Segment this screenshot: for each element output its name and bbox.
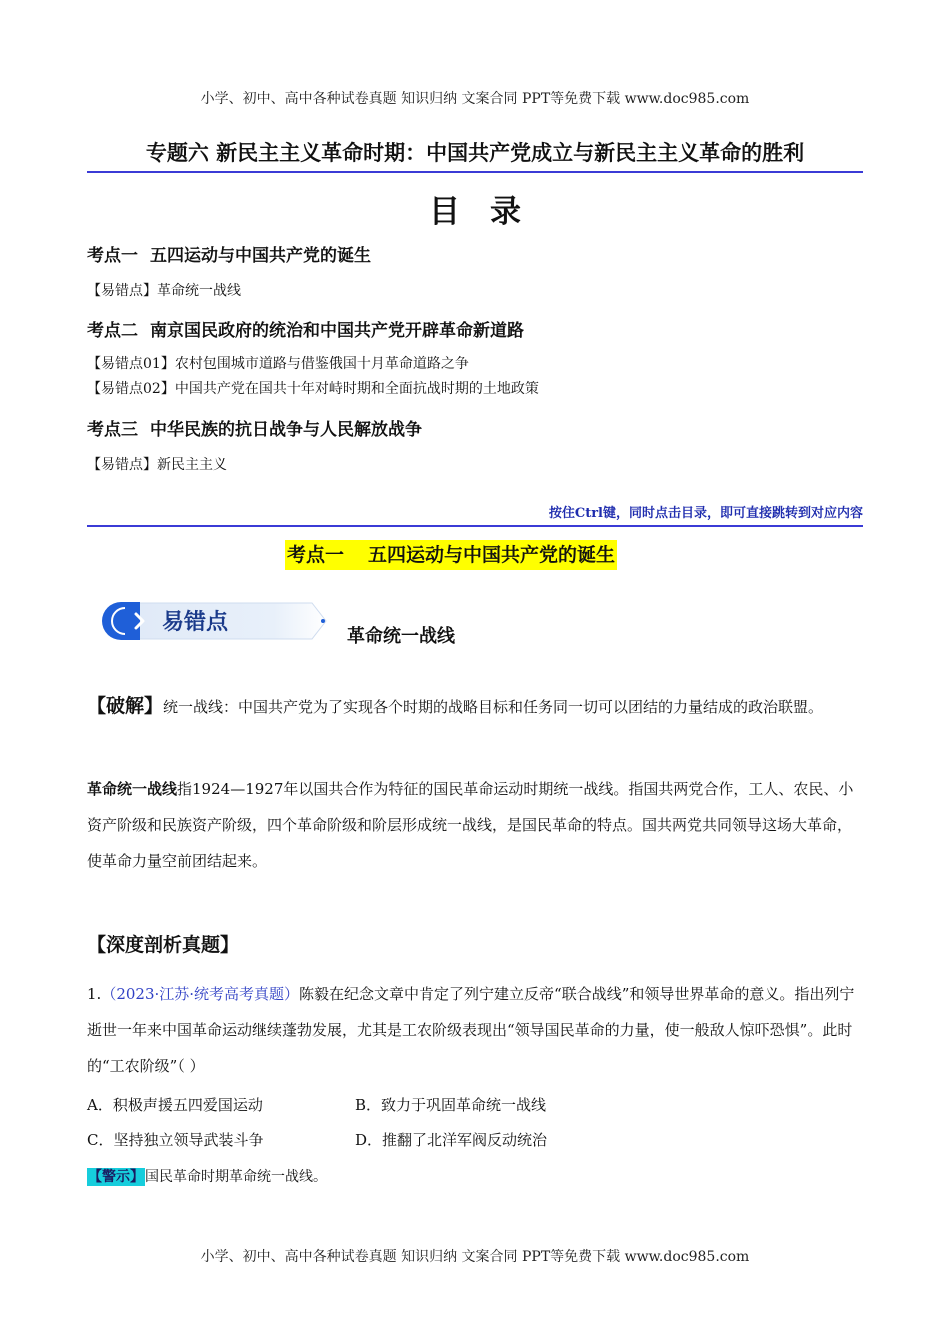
toc-kaodian-2[interactable]	[87, 316, 524, 341]
warning-tag: 【警示】	[88, 1169, 144, 1185]
section-divider	[87, 525, 863, 527]
toc-item[interactable]: 【易错点02】中国共产党在国共十年对峙时期和全面抗战时期的土地政策	[87, 381, 539, 397]
toc-kaodian-3[interactable]	[87, 415, 422, 440]
error-point-badge	[100, 600, 332, 642]
deep-analysis-heading: 【深度剖析真题】	[87, 934, 240, 956]
section-label: 考点一	[287, 544, 345, 566]
toc-kaodian-label: 考点二	[87, 321, 138, 341]
option-b[interactable]: B．致力于巩固革命统一战线	[355, 1096, 547, 1114]
section-name: 五四运动与中国共产党的诞生	[368, 544, 616, 566]
question-stem	[87, 976, 863, 1084]
term-paragraph	[87, 771, 863, 879]
document-title: 专题六 新民主主义革命时期：中国共产党成立与新民主主义革命的胜利	[145, 141, 805, 165]
badge-topic: 革命统一战线	[347, 626, 455, 647]
toc-item[interactable]: 【易错点】新民主主义	[87, 457, 227, 473]
toc-kaodian-label: 考点一	[87, 246, 138, 266]
page-header: 小学、初中、高中各种试卷真题 知识归纳 文案合同 PPT等免费下载 www.doc985.com	[200, 91, 750, 107]
section-title	[285, 540, 617, 570]
question-number: 1.	[87, 985, 102, 1003]
option-d[interactable]: D．推翻了北洋军阀反动统治	[355, 1131, 548, 1149]
toc-kaodian-label: 考点三	[87, 420, 138, 440]
warning-line	[87, 1166, 327, 1186]
question-source: （2023·江苏·统考高考真题）	[101, 985, 300, 1003]
toc-item[interactable]: 【易错点01】农村包围城市道路与借鉴俄国十月革命道路之争	[87, 356, 469, 372]
badge-label: 易错点	[162, 610, 229, 635]
toc-item[interactable]: 【易错点】革命统一战线	[87, 283, 241, 299]
toc-kaodian-name: 南京国民政府的统治和中国共产党开辟革命新道路	[150, 321, 524, 341]
toc-hint: 按住Ctrl键，同时点击目录，即可直接跳转到对应内容	[548, 506, 863, 521]
toc-kaodian-1[interactable]	[87, 241, 371, 266]
toc-kaodian-name: 五四运动与中国共产党的诞生	[150, 246, 371, 266]
option-a[interactable]: A．积极声援五四爱国运动	[87, 1096, 263, 1114]
analysis-text: 统一战线：中国共产党为了实现各个时期的战略目标和任务同一切可以团结的力量结成的政治联盟。	[163, 698, 824, 716]
title-underline	[87, 171, 863, 173]
analysis-paragraph	[87, 688, 863, 725]
toc-kaodian-name: 中华民族的抗日战争与人民解放战争	[150, 420, 422, 440]
toc-heading: 目录	[429, 194, 551, 230]
option-c[interactable]: C．坚持独立领导武装斗争	[87, 1131, 264, 1149]
warning-text: 国民革命时期革命统一战线。	[145, 1169, 327, 1185]
page-footer: 小学、初中、高中各种试卷真题 知识归纳 文案合同 PPT等免费下载 www.doc985.com	[200, 1249, 750, 1265]
term-label: 革命统一战线	[87, 780, 178, 798]
term-text: 指1924—1927年以国共合作为特征的国民革命运动时期统一战线。指国共两党合作，工人、农民、小资产阶级和民族资产阶级，四个革命阶级和阶层形成统一战线，是国民革命的特点。国共两党共同领导这场大革命，使革命力量空前团结起来。	[87, 780, 854, 870]
analysis-tag: 【破解】	[87, 695, 164, 717]
question-text: 陈毅在纪念文章中肯定了列宁建立反帝“联合战线”和领导世界革命的意义。指出列宁逝世一年来中国革命运动继续蓬勃发展，尤其是工农阶级表现出“领导国民革命的力量，使一般敌人惊吓恐惧”。此时的“工农阶级”（ ）	[87, 985, 855, 1075]
